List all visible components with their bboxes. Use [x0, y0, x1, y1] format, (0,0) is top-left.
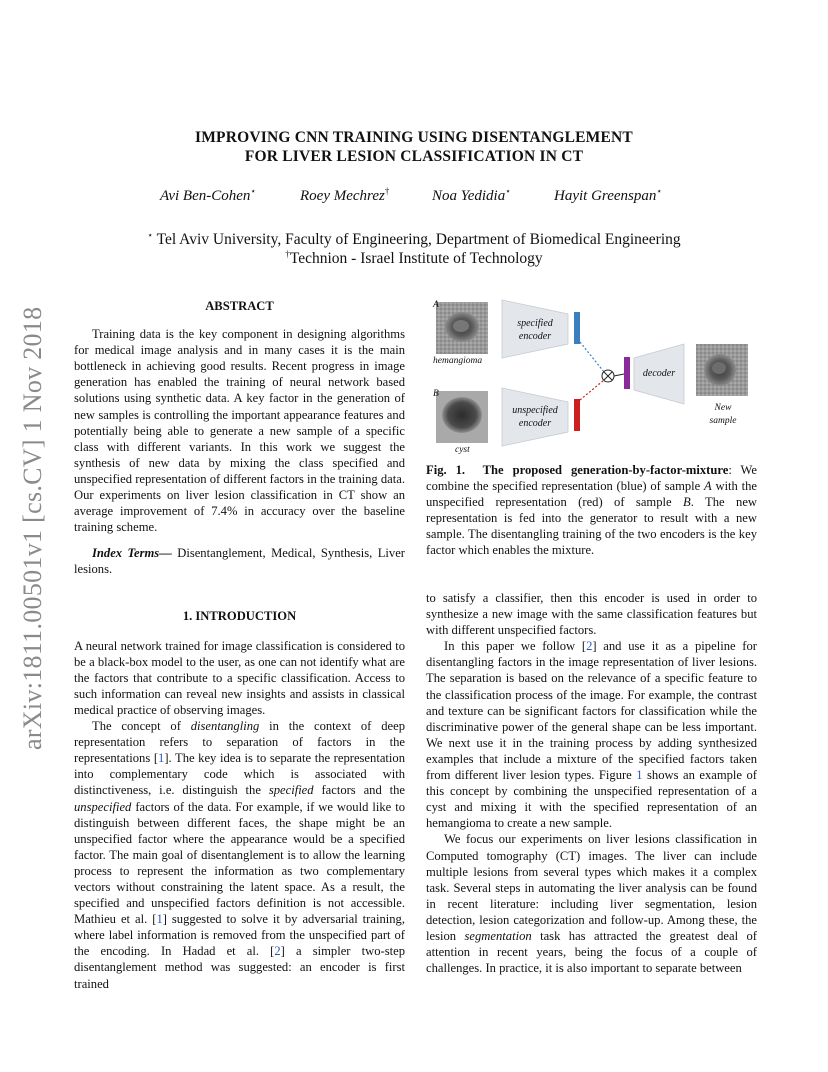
- intro-paragraph-2: The concept of disentangling in the context of deep representation refers to separation of factors in the representations [1]. The key idea is to separate the representation into complementary code which is associated with distinctiveness, i.e. distinguish the specified factors and the unspecified factors of the data. For example, if we would like to distinguish between different faces, the shape might be an unspecified factor where the appearance would be a specified factor. The main goal of disentanglement is to allow the learning process to represent the information as two complementary vectors without constraining the latent space. As a result, the specified and unspecified factors definition is not accessible. Mathieu et al. [1] suggested to solve it by adversarial training, where label information is removed from the unspecified part of the encoding. In Hadad et al. [2] a simpler two-step disentanglement method was suggested: an encoder is first trained: [74, 719, 406, 991]
- label-b: B: [433, 389, 439, 399]
- figure-reference-link[interactable]: 1: [636, 768, 643, 783]
- abstract-text: Training data is the key component in designing algorithms for medical image analysis and in many cases it is the main bottleneck in achieving good results. Recent progress in image generation has enabled the training of neural network based solutions using synthetic data. A key factor in the generation of new samples is controlling the important appearance features and potentially being able to generate a new sample of a specific class with different variants. In this work we suggest the synthesis of new data by mixing the class specified and unspecified representation of different factors in the training data. Our experiments on liver lesion classification in CT show an average improvement of 7.4% in accuracy over the baseline training scheme.: [74, 327, 405, 535]
- right-paragraph-3: We focus our experiments on liver lesions classification in Computed tomography (CT) images. The liver can include multiple lesions from several types which makes it a complex task. Several steps in automating the liver analysis can be found in recent literature: including liver segmentation, lesion detection, lesion categorization and follow-up. Among these, the lesion segmentation task has attracted the greatest deal of attention in recent years, being the focus of a couple of challenges. In practice, it is also important to separate between: [426, 832, 757, 976]
- specified-encoder-label: specified encoder: [517, 318, 553, 342]
- label-a: A: [433, 300, 439, 310]
- figure-diagram: [428, 296, 768, 456]
- abstract-heading: ABSTRACT: [205, 299, 274, 313]
- author: Noa Yedidia⋆: [432, 186, 511, 204]
- decoder-label: decoder: [642, 368, 676, 379]
- right-paragraph-2: In this paper we follow [2] and use it as a pipeline for disentangling factors in the image representation of liver lesions. The separation is based on the relevance of a specific feature to the classification process of the image. For example, the contrast and texture can be significant factors for classification while the discriminative power of the general shape can be less important. We next use it in the training process by adding synthesized examples that include a mixture of the specified factors taken from different liver lesion types. Figure 1 shows an example of this concept by combining the unspecified representation of a cyst and mixing it with the specified representation of an hemangioma to create a new sample.: [426, 639, 757, 831]
- citation-link[interactable]: 1: [158, 751, 165, 766]
- intro-heading: 1. INTRODUCTION: [182, 608, 297, 623]
- image-b-cyst: [436, 391, 488, 443]
- unspecified-code-bar: [574, 399, 580, 431]
- label-cyst: cyst: [455, 445, 470, 455]
- figure-1: [428, 296, 768, 456]
- index-terms: Index Terms— Disentanglement, Medical, Synthesis, Liver lesions.: [74, 546, 406, 577]
- right-column: [426, 590, 757, 976]
- label-hemangioma: hemangioma: [433, 356, 483, 366]
- title-line-1: IMPROVING CNN TRAINING USING DISENTANGLEMENT: [195, 129, 633, 146]
- left-column: [74, 298, 405, 992]
- specified-code-bar: [574, 312, 580, 344]
- title-line-2: FOR LIVER LESION CLASSIFICATION IN CT: [244, 148, 584, 165]
- author: Roey Mechrez†: [300, 186, 390, 204]
- unspecified-encoder-label: unspecified encoder: [512, 405, 558, 429]
- new-sample-label: New sample: [709, 403, 737, 426]
- affiliation-2: †Technion - Israel Institute of Technology: [285, 249, 543, 268]
- paper-title: [0, 128, 828, 166]
- arxiv-stamp: arXiv:1811.00501v1 [cs.CV] 1 Nov 2018: [18, 306, 47, 750]
- citation-link[interactable]: 1: [156, 912, 163, 927]
- figure-caption: Fig. 1. The proposed generation-by-factor-mixture: We combine the specified representation (blue) of sample A with the unspecified representation (red) of sample B. The new representation is fed into the generator to result with a new sample. The disentangling training of the two encoders is the key factor which enables the mixture.: [426, 463, 758, 558]
- citation-link[interactable]: 2: [586, 639, 593, 654]
- citation-link[interactable]: 2: [274, 944, 281, 959]
- author: Hayit Greenspan⋆: [554, 186, 662, 204]
- image-a-hemangioma: [436, 302, 488, 354]
- affiliation-1: ⋆ Tel Aviv University, Faculty of Engineering, Department of Biomedical Engineering: [147, 230, 681, 249]
- intro-paragraph-1: A neural network trained for image classification is considered to be a black-box model to the user, as one can not identify what are the factors that contribute to a specific classification. Access to such information can reveal new insights and assists in classical medical practice of observing images.: [74, 638, 405, 717]
- mixed-code-bar: [624, 357, 630, 389]
- new-sample-image: [696, 344, 748, 396]
- right-paragraph-1: to satisfy a classifier, then this encoder is used in order to synthesize a new image with the same classification features but with different unspecified factors.: [426, 591, 757, 638]
- author: Avi Ben-Cohen⋆: [160, 186, 257, 204]
